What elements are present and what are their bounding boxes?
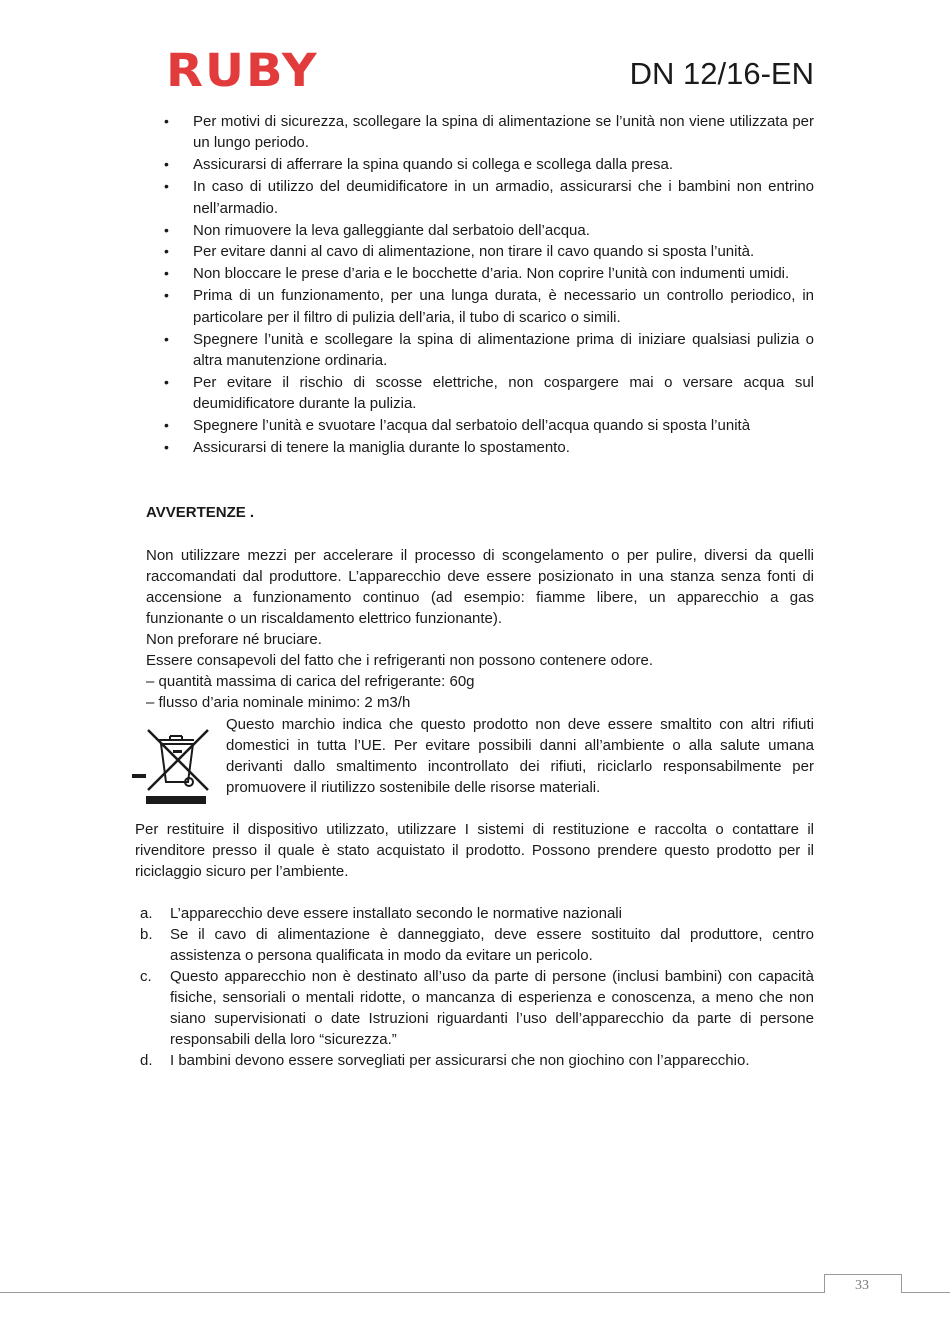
weee-notice: Questo marchio indica che questo prodotto non deve essere smaltito con altri rifiuti domestici in tutta l’UE. Per evitare possibili danni all’ambiente o alla salute umana derivanti dallo smaltimento incontrollato dei rifiuti, riciclarlo responsabilmente per promuovere il riutilizzo sostenibile delle risorse materiali.	[226, 716, 814, 796]
warning-section	[146, 545, 814, 713]
warning-line: Essere consapevoli del fatto che i refrigeranti non possono contenere odore.	[146, 652, 653, 669]
list-marker: b.	[140, 926, 153, 943]
bullet-icon: •	[164, 243, 169, 260]
lettered-list	[140, 903, 814, 1071]
list-item-text: Se il cavo di alimentazione è danneggiato, deve essere sostituito dal produttore, centro assistenza o persona qualificata in modo da evitare un pericolo.	[170, 926, 814, 964]
list-item-text: Per evitare danni al cavo di alimentazione, non tirare il cavo quando si sposta l’unità.	[193, 243, 755, 261]
bullet-icon: •	[164, 330, 169, 347]
list-item-text: Per evitare il rischio di scosse elettriche, non cospargere mai o versare acqua sul deumidificatore durante la pulizia.	[193, 373, 814, 413]
footer-rule	[0, 1292, 950, 1293]
refrigerant-charge-line: – quantità massima di carica del refrigerante: 60g	[146, 673, 475, 690]
list-item	[140, 924, 814, 966]
safety-bullet-list	[160, 111, 814, 459]
list-item-text: L’apparecchio deve essere installato secondo le normative nazionali	[170, 905, 622, 922]
warning-heading: AVVERTENZE .	[146, 504, 255, 521]
list-marker: a.	[140, 905, 153, 922]
list-item-text: Prima di un funzionamento, per una lunga durata, è necessario un controllo periodico, in particolare per il filtro di pulizia dell’aria, il tubo di scarico o simili.	[193, 287, 814, 326]
list-item	[160, 263, 814, 284]
list-item	[160, 241, 814, 262]
bullet-icon: •	[164, 287, 169, 304]
document-code: DN 12/16-EN	[629, 56, 814, 91]
list-item	[160, 285, 814, 328]
list-item-text: Non bloccare le prese d’aria e le bocchette d’aria. Non coprire l’unità con indumenti umidi.	[193, 265, 790, 283]
list-item-text: Per motivi di sicurezza, scollegare la spina di alimentazione se l’unità non viene utilizzata per un lungo periodo.	[193, 113, 814, 152]
list-item-text: Assicurarsi di tenere la maniglia durante lo spostamento.	[193, 439, 570, 457]
brand-logo: RUBY	[166, 44, 319, 98]
list-item-text: In caso di utilizzo del deumidificatore in un armadio, assicurarsi che i bambini non entrino nell’armadio.	[193, 178, 814, 217]
airflow-line: – flusso d’aria nominale minimo: 2 m3/h	[146, 694, 411, 711]
list-item	[140, 966, 814, 1050]
bullet-icon: •	[164, 417, 169, 434]
list-item-text: Spegnere l’unità e scollegare la spina di alimentazione prima di iniziare qualsiasi pulizia o altra manutenzione ordinaria.	[193, 330, 814, 369]
bullet-icon: •	[164, 156, 169, 173]
list-item-text: Spegnere l’unità e svuotare l’acqua dal serbatoio dell’acqua quando si sposta l’unità	[193, 417, 751, 435]
crossed-out-wheelie-bin-icon	[130, 720, 216, 806]
bullet-icon: •	[164, 265, 169, 282]
list-item	[160, 372, 814, 415]
bullet-icon: •	[164, 439, 169, 456]
list-item-text: Assicurarsi di afferrare la spina quando si collega e scollega dalla presa.	[193, 156, 673, 174]
list-item-text: Questo apparecchio non è destinato all’uso da parte di persone (inclusi bambini) con capacità fisiche, sensoriali o mentali ridotte, o mancanza di esperienza e conoscenza, a meno che non siano supervisionati o date Istruzioni riguardanti l’uso dell’apparecchio da parte di persone responsabili della loro “sicurezza.”	[170, 968, 814, 1048]
list-item	[160, 220, 814, 241]
list-item-text: I bambini devono essere sorvegliati per assicurarsi che non giochino con l’apparecchio.	[170, 1052, 750, 1069]
list-item	[160, 415, 814, 436]
list-marker: d.	[140, 1052, 153, 1069]
list-item	[160, 154, 814, 175]
list-item	[140, 1050, 814, 1071]
bullet-icon: •	[164, 113, 169, 129]
list-item	[160, 111, 814, 154]
bullet-icon: •	[164, 221, 169, 238]
bullet-icon: •	[164, 373, 169, 390]
warning-paragraph: Non utilizzare mezzi per accelerare il processo di scongelamento o per pulire, diversi da quelli raccomandati dal produttore. L’apparecchio deve essere posizionato in una stanza senza fonti di accensione a funzionamento continuo (ad esempio: fiamme libere, un apparecchio a gas funzionante o un riscaldamento elettrico funzionante).	[146, 547, 814, 627]
list-marker: c.	[140, 968, 152, 985]
list-item	[160, 437, 814, 458]
page-number: 33	[855, 1278, 869, 1293]
list-item-text: Non rimuovere la leva galleggiante dal serbatoio dell’acqua.	[193, 221, 590, 239]
return-instructions: Per restituire il dispositivo utilizzato, utilizzare I sistemi di restituzione e raccolta o contattare il rivenditore presso il quale è stato acquistato il prodotto. Possono prendere questo prodotto per il riciclaggio sicuro per l’ambiente.	[135, 821, 814, 880]
list-item	[160, 329, 814, 372]
bullet-icon: •	[164, 178, 169, 195]
list-item	[140, 903, 814, 924]
warning-line: Non preforare né bruciare.	[146, 631, 322, 648]
list-item	[160, 176, 814, 219]
